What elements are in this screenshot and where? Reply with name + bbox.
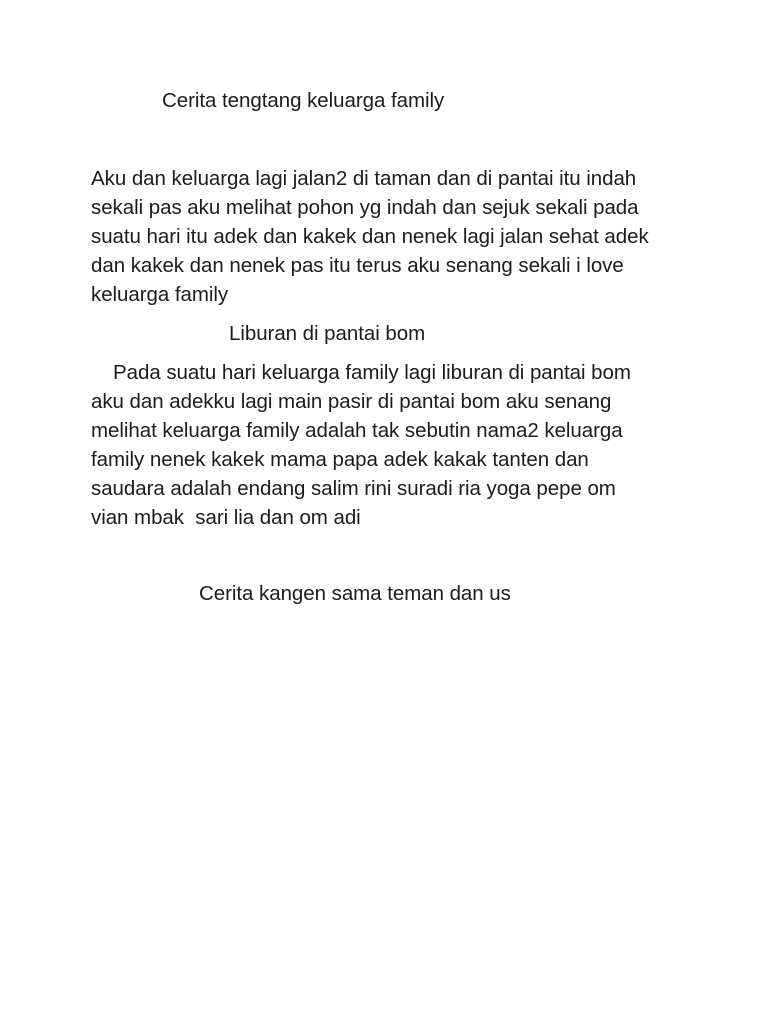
paragraph-two-line: vian mbak sari lia dan om adi <box>91 506 361 529</box>
paragraph-two-line: aku dan adekku lagi main pasir di pantai bom aku senang <box>91 390 612 413</box>
heading-sub: Liburan di pantai bom <box>229 322 426 345</box>
paragraph-two-line: Pada suatu hari keluarga family lagi liburan di pantai bom <box>113 361 631 384</box>
paragraph-one-line: Aku dan keluarga lagi jalan2 di taman dan di pantai itu indah <box>91 167 637 190</box>
paragraph-two-line: melihat keluarga family adalah tak sebutin nama2 keluarga <box>91 419 623 442</box>
paragraph-two <box>91 358 691 532</box>
heading-main: Cerita tengtang keluarga family <box>162 89 445 112</box>
paragraph-two-line: saudara adalah endang salim rini suradi ria yoga pepe om <box>91 477 616 500</box>
paragraph-one-line: dan kakek dan nenek pas itu terus aku senang sekali i love <box>91 254 624 277</box>
paragraph-one-line: suatu hari itu adek dan kakek dan nenek lagi jalan sehat adek <box>91 225 649 248</box>
closing-line: Cerita kangen sama teman dan us <box>199 582 511 605</box>
paragraph-one-line: keluarga family <box>91 283 229 306</box>
paragraph-one <box>91 164 691 309</box>
paragraph-one-line: sekali pas aku melihat pohon yg indah dan sejuk sekali pada <box>91 196 639 219</box>
paragraph-two-line: family nenek kakek mama papa adek kakak tanten dan <box>91 448 589 471</box>
